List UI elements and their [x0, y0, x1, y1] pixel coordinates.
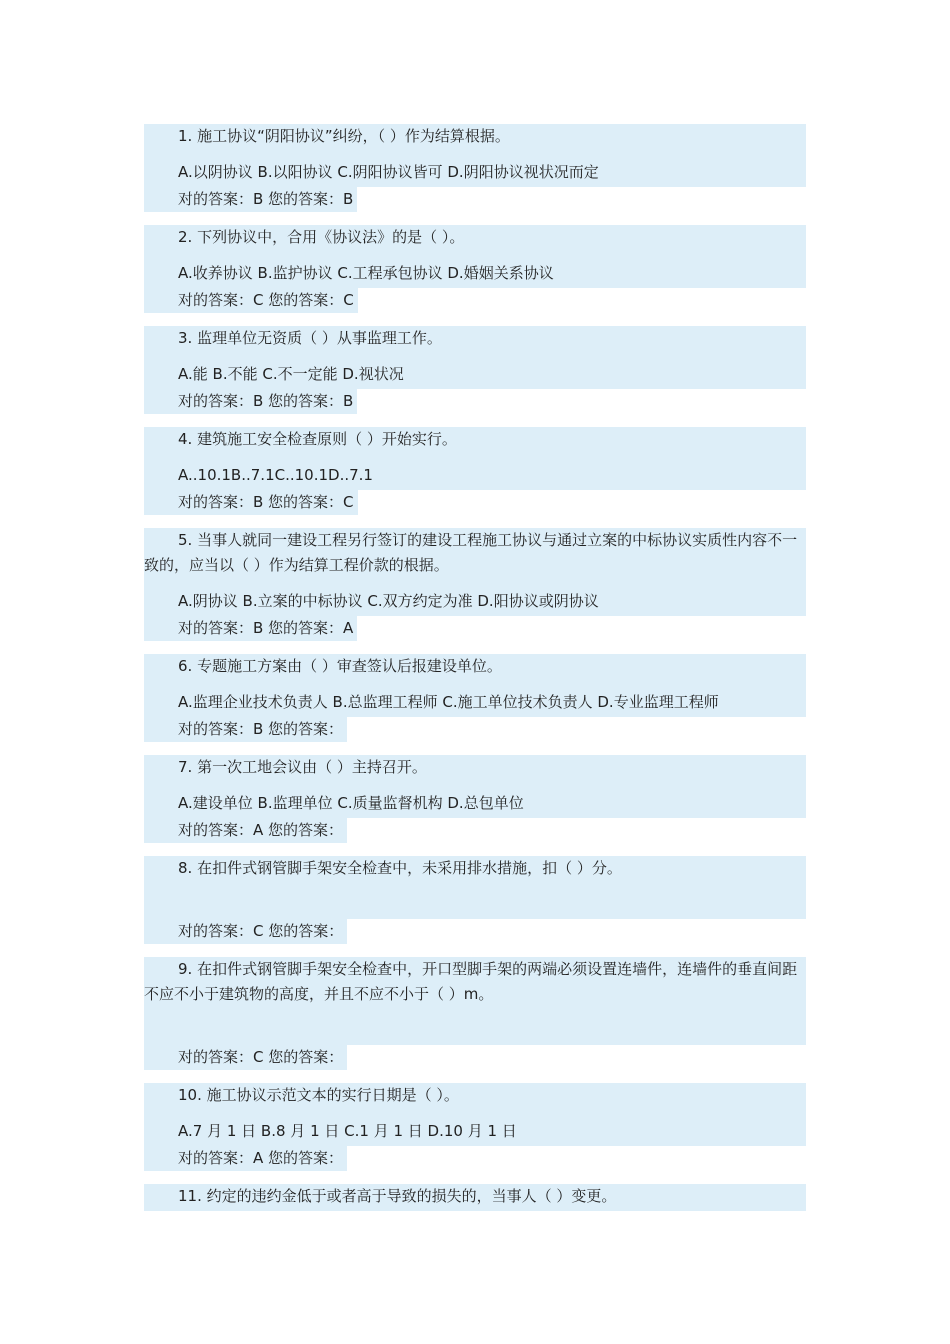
question-item — [144, 528, 806, 641]
question-stem: 10. 施工协议示范文本的实行日期是（ ）。 — [178, 1086, 459, 1104]
question-stem: 9. 在扣件式钢管脚手架安全检查中，开口型脚手架的两端必须设置连墙件，连墙件的垂直间距不应不小于建筑物的高度，并且不应不小于（ ）m。 — [144, 960, 798, 1003]
question-box — [144, 427, 806, 490]
question-box — [144, 225, 806, 288]
question-stem: 11. 约定的违约金低于或者高于导致的损失的，当事人（ ）变更。 — [178, 1187, 617, 1205]
question-stem: 5. 当事人就同一建设工程另行签订的建设工程施工协议与通过立案的中标协议实质性内容不一致的，应当以（ ）作为结算工程价款的根据。 — [144, 531, 798, 574]
question-stem: 4. 建筑施工安全检查原则（ ）开始实行。 — [178, 430, 457, 448]
question-box — [144, 1184, 806, 1211]
question-item — [144, 654, 806, 742]
answer-line: 对的答案：C 您的答案： — [144, 919, 347, 944]
question-box — [144, 957, 806, 1045]
question-box — [144, 326, 806, 389]
question-item — [144, 755, 806, 843]
question-options: A.监理企业技术负责人 B.总监理工程师 C.施工单位技术负责人 D.专业监理工程师 — [178, 693, 719, 711]
question-stem: 8. 在扣件式钢管脚手架安全检查中，未采用排水措施，扣（ ）分。 — [178, 859, 622, 877]
answer-line: 对的答案：C 您的答案： — [144, 1045, 347, 1070]
question-stem: 6. 专题施工方案由（ ）审查签认后报建设单位。 — [178, 657, 502, 675]
question-item — [144, 1184, 806, 1211]
question-stem: 1. 施工协议“阴阳协议”纠纷，（ ）作为结算根据。 — [178, 127, 510, 145]
question-box — [144, 528, 806, 616]
answer-line: 对的答案：B 您的答案：B — [144, 389, 357, 414]
question-options: A.建设单位 B.监理单位 C.质量监督机构 D.总包单位 — [178, 794, 524, 812]
question-options-empty — [144, 892, 806, 917]
question-stem: 3. 监理单位无资质（ ）从事监理工作。 — [178, 329, 442, 347]
question-options: A.7 月 1 日 B.8 月 1 日 C.1 月 1 日 D.10 月 1 日 — [178, 1122, 517, 1140]
question-item — [144, 1083, 806, 1171]
question-box — [144, 654, 806, 717]
question-options-empty — [144, 1018, 806, 1043]
question-item — [144, 124, 806, 212]
question-stem: 2. 下列协议中，合用《协议法》的是（ ）。 — [178, 228, 465, 246]
answer-line: 对的答案：B 您的答案：B — [144, 187, 357, 212]
question-options: A.阴协议 B.立案的中标协议 C.双方约定为准 D.阳协议或阴协议 — [178, 592, 599, 610]
answer-line: 对的答案：B 您的答案：A — [144, 616, 357, 641]
question-item — [144, 225, 806, 313]
question-stem: 7. 第一次工地会议由（ ）主持召开。 — [178, 758, 427, 776]
question-item — [144, 326, 806, 414]
question-item — [144, 856, 806, 944]
answer-line: 对的答案：B 您的答案： — [144, 717, 347, 742]
question-options: A.以阴协议 B.以阳协议 C.阴阳协议皆可 D.阴阳协议视状况而定 — [178, 163, 599, 181]
question-list — [144, 124, 806, 1224]
question-item — [144, 427, 806, 515]
question-box — [144, 856, 806, 919]
answer-line: 对的答案：B 您的答案：C — [144, 490, 358, 515]
question-options: A.收养协议 B.监护协议 C.工程承包协议 D.婚姻关系协议 — [178, 264, 554, 282]
question-options: A.能 B.不能 C.不一定能 D.视状况 — [178, 365, 404, 383]
question-box — [144, 755, 806, 818]
answer-line: 对的答案：C 您的答案：C — [144, 288, 358, 313]
answer-line: 对的答案：A 您的答案： — [144, 818, 347, 843]
question-options: A..10.1B..7.1C..10.1D..7.1 — [178, 466, 373, 484]
question-box — [144, 124, 806, 187]
question-box — [144, 1083, 806, 1146]
answer-line: 对的答案：A 您的答案： — [144, 1146, 347, 1171]
question-item — [144, 957, 806, 1070]
